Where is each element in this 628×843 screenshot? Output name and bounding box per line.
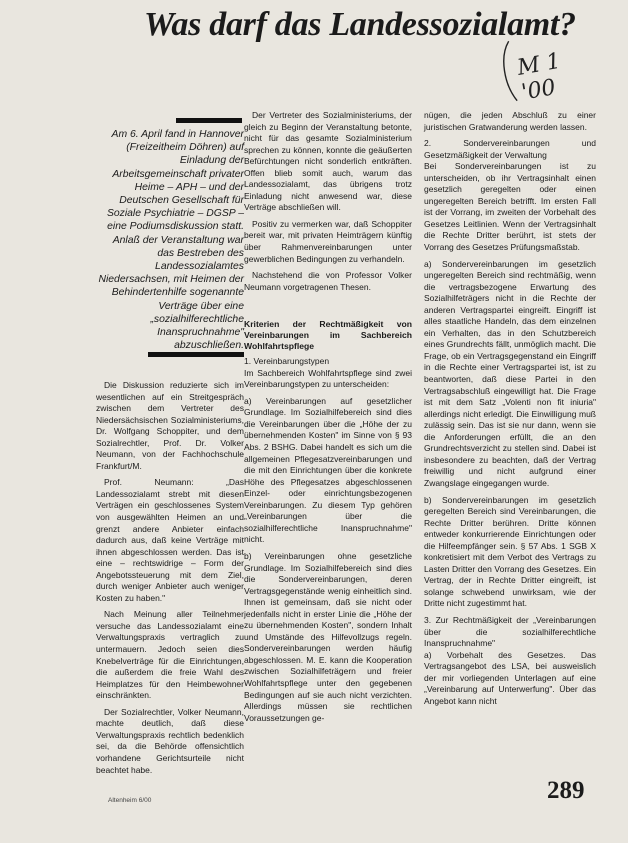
intro-bottom-rule bbox=[148, 352, 244, 357]
left-paragraph: Der Sozialrechtler, Volker Neumann, machte deutlich, daß diese Verwaltungspraxis rechtlich bedenklich sei, da die Behörde offensichtlich vorhandene Gerichtsurteile nicht beachtet habe. bbox=[96, 706, 244, 775]
column-spacer bbox=[244, 293, 412, 319]
right-paragraph: 3. Zur Rechtmäßigkeit der „Vereinbarungen über die sozialhilferechtliche Inanspruchnahme" a) Vorbehalt des Gesetzes. Das Vertragsangebot des LSA, bei ausweislich der mir vorliegenden Unterlagen auf eine „Vereinbarung auf Unterwerfung". Über das Angebot kann nicht bbox=[424, 614, 596, 706]
middle-paragraph: a) Vereinbarungen auf gesetzlicher Grundlage. Im Sozialhilfebereich sind dies die Vereinbarungen über die „Höhe der zu übernehmenden Kosten" im Sinne von § 93 Abs. 2 BSHG. Dabei handelt es sich um die allgemeinen Pflegesatzvereinbarungen und die mit den Einrichtungen über die konkrete Höhe des Pflegesatzes abgeschlossenen Einzel- oder einrichtungsbezogenen Vereinbarungen. Zu diesem Typ gehören „Vereinbarungen über die sozialhilferechtliche Inanspruchnahme" nicht. bbox=[244, 395, 412, 545]
middle-paragraph: Positiv zu vermerken war, daß Schoppiter bereit war, mit privaten Heimträgern künftig über Rahmenvereinbarungen unter gewerblichen Bedingungen zu verhandeln. bbox=[244, 218, 412, 264]
left-paragraph: Nach Meinung aller Teilnehmer versuche das Landessozialamt eine Verwaltungspraxis vertraglich zu untermauern. Jedoch seien dies Knebelverträge für die Einrichtungen, die außerdem die freie Wahl des Heimplatzes für den Heimbewohner einschränkten. bbox=[96, 609, 244, 701]
right-paragraph: nügen, die jeden Abschluß zu einer juristischen Gratwanderung werden lassen. bbox=[424, 110, 596, 132]
right-paragraph: b) Sondervereinbarungen im gesetzlich geregelten Bereich sind Vereinbarungen, die Rechte Dritter berühren. Dritte können entweder konkurrierende Einrichtungen oder die Hilfeempfänger sein. § 57 Abs. 1 SGB X konkretisiert mit dem Verbot des Vertrags zu Lasten Dritter den Vorrang des Gesetzes. Ein Vertrag, der in Rechte Dritter eingreift, ist solange schwebend unwirksam, wie der Dritte nicht zugestimmt hat. bbox=[424, 494, 596, 609]
article-title: Was darf das Landessozialamt? bbox=[144, 6, 576, 43]
page-number: 289 bbox=[547, 777, 585, 804]
middle-column bbox=[244, 110, 412, 724]
middle-paragraph: Nachstehend die von Professor Volker Neumann vorgetragenen Thesen. bbox=[244, 270, 412, 292]
left-paragraph: Prof. Neumann: „Das Landessozialamt strebt mit diesen Verträgen ein geschlossenes System von ausgewählten Heimen an und grenzt andere Anbieter einfach dadurch aus, daß keine Verträge mit ihnen abgeschlossen werden. Das ist eine – rechtswidrige – Form der Angebotssteuerung mit dem Ziel, durch weniger Anbieter auch weniger Kosten zu haben." bbox=[96, 477, 244, 603]
middle-paragraph: Der Vertreter des Sozialministeriums, der gleich zu Beginn der Veranstaltung betonte, nicht für das gesamte Sozialministerium sprechen zu können, konnte die geäußerten Befürchtungen nicht sonderlich entkräften. Offen blieb somit auch, warum das Landessozialamt, das übrigens trotz Einladung nicht anwesend war, diese Verträge abschließen will. bbox=[244, 110, 412, 213]
right-column bbox=[424, 110, 596, 707]
handwritten-note bbox=[499, 28, 607, 108]
article-intro: Am 6. April fand in Hannover (Freizeitheim Döhren) auf Einladung der Arbeitsgemeinschaft privater Heime – APH – und der Deutschen Gesellschaft für Soziale Psychiatrie – DGSP – eine Podiumsdiskussion statt. Anlaß der Veranstaltung war das Bestreben des Landessozialamtes Niedersachsen, mit Heimen der Behindertenhilfe sogenannte Verträge über eine „sozialhilferechtliche Inanspruchnahme" abzuschließen. bbox=[98, 129, 244, 352]
handwritten-note-text: M 1 '00 bbox=[515, 48, 563, 106]
left-column bbox=[96, 380, 244, 776]
middle-paragraph: 1. Vereinbarungstypen Im Sachbereich Wohlfahrtspflege sind zwei Vereinbarungstypen zu unterscheiden: bbox=[244, 356, 412, 390]
right-paragraph: 2. Sondervereinbarungen und Gesetzmäßigkeit der Verwaltung Bei Sondervereinbarungen ist zu unterscheiden, ob ihr Vertragsinhalt einen gesetzlich geregelten oder einen ungeregelten Bereich betrifft. Im ersten Fall ist der Vorrang, im zweiten der Vorbehalt des Gesetzes Leitlinien. Wenn der Vertragsinhalt die Rechte Dritter berührt, ist stets der Vorrang des Gesetzes Prüfungsmaßstab. bbox=[424, 138, 596, 253]
page-footer: Altenheim 6/00 bbox=[108, 797, 152, 804]
section-heading: Kriterien der Rechtmäßigkeit von Vereinbarungen im Sachbereich Wohlfahrtspflege bbox=[244, 319, 412, 352]
right-paragraph: a) Sondervereinbarungen im gesetzlich ungeregelten Bereich sind rechtmäßig, wenn die vertragsbezogene Erwartung des Sozialhilfeträgers nicht in die Rechte der anderen Vertragspartei eingreift. Eingriff ist alles staatliche Handeln, das dem einzelnen ein Verhalten, das in den Schutzbereich eines Grundrechts fällt, unmöglich macht. Die Frage, ob ein Vertragsgegenstand ein Eingriff in die Rechte einer Vertragspartei ist, ist zu beantworten, daß diese Partei in den Vertragsabschluß eingewilligt hat. Die Frage ist mit dem Satz „Volenti non fit iniuria" allerdings nicht erledigt. Die Einwilligung muß zulässig sein. Das ist sie nur dann, wenn sie die Anforderungen erfüllt, die an den Grundrechtsverzicht zu stellen sind. Dabei ist insbesondere zu beachten, daß der Vertrag freiwillig und nicht aufgrund einer Zwangslage eingegangen wurde. bbox=[424, 258, 596, 488]
left-paragraph: Die Diskussion reduzierte sich im wesentlichen auf ein Streitgespräch zwischen dem Vertreter des Niedersächsischen Sozialministeriums, Dr. Wolfgang Schoppiter, und dem Sozialrechtler, Prof. Dr. Volker Neumann, von der Fachhochschule Frankfurt/M. bbox=[96, 380, 244, 471]
middle-paragraph: b) Vereinbarungen ohne gesetzliche Grundlage. Im Sozialhilfebereich sind dies die Sondervereinbarungen, deren Vertragsgegenstände wenig einheitlich sind. Ihnen ist gemeinsam, daß sie nicht oder jedenfalls nicht in erster Linie die „Höhe der zu übernehmenden Kosten", sondern Inhalt und Umstände des Hilfevollzugs regeln. Sondervereinbarungen werden häufig abgeschlossen. M. E. kann die Kooperation zwischen Sozialhilfeträgern und freier Wohlfahrtspflege unter den gegebenen Bedingungen auf sie auch nicht verzichten. Allerdings müssen sie rechtlichen Voraussetzungen ge- bbox=[244, 550, 412, 723]
intro-top-rule bbox=[176, 118, 242, 123]
